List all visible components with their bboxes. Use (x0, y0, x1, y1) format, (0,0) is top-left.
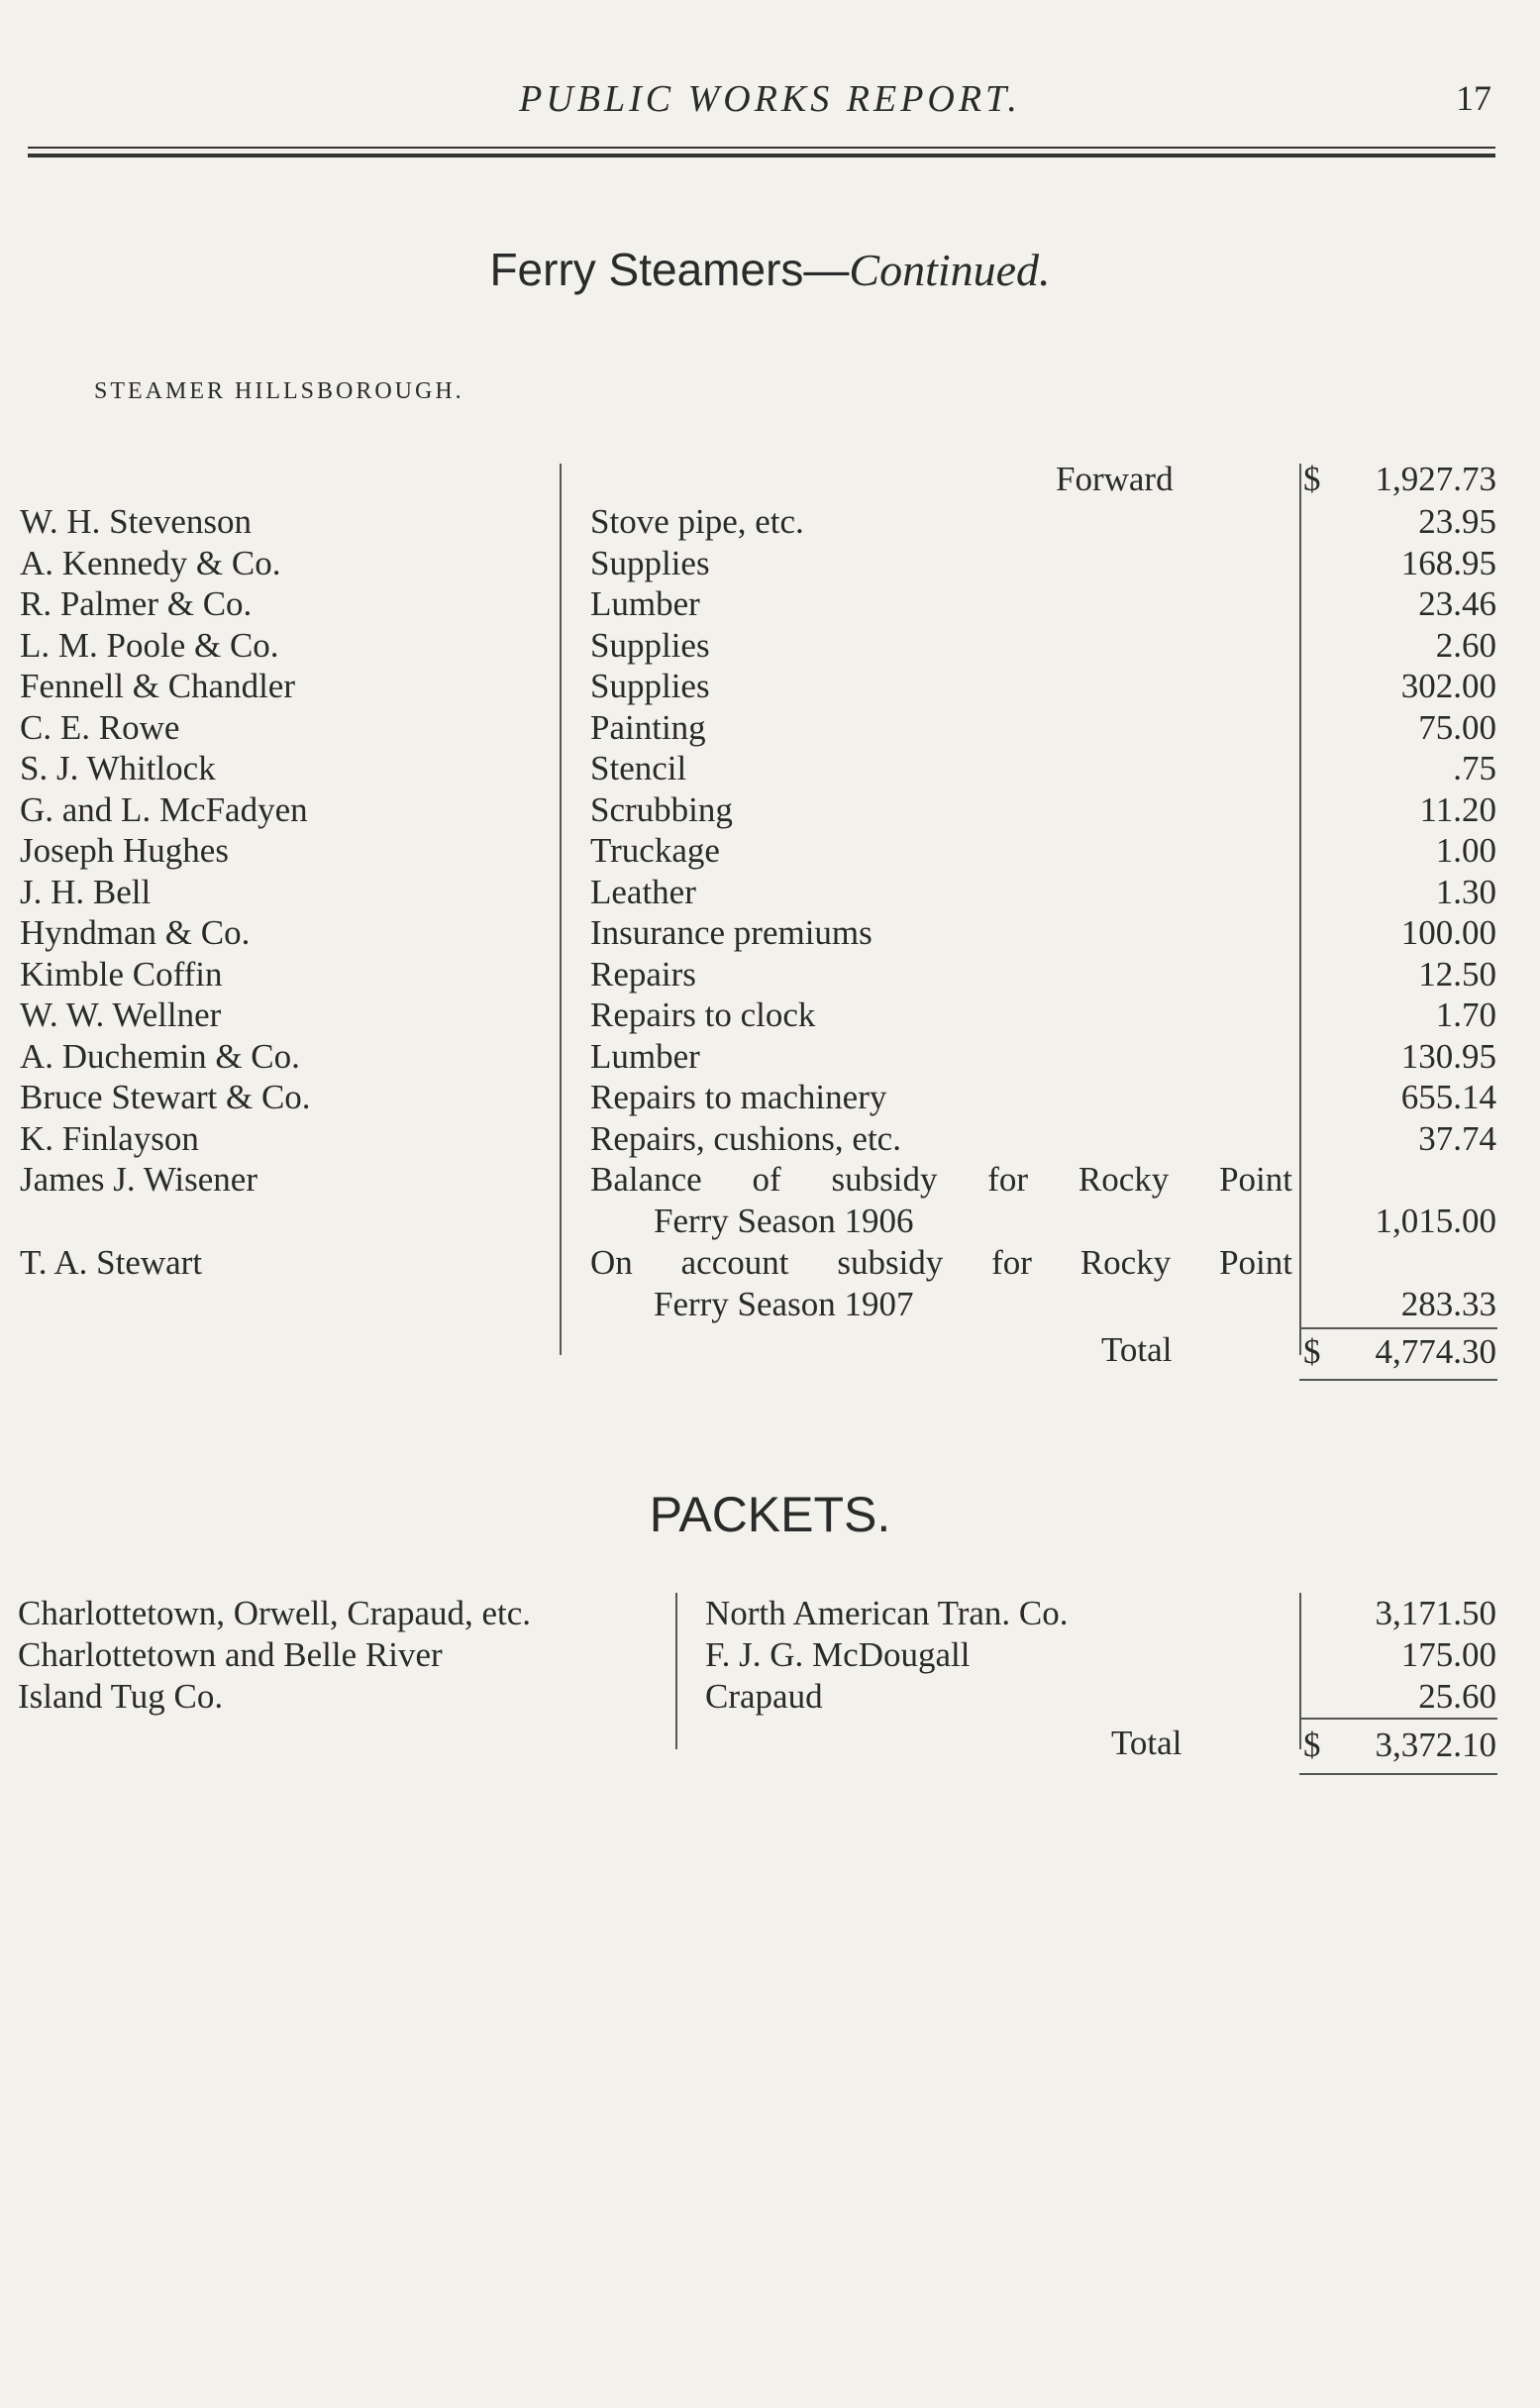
ferry-expense-row (0, 666, 1540, 707)
subsidy-desc-line1: On account subsidy for Rocky Point (590, 1243, 1292, 1282)
packets-total-rule (1299, 1718, 1497, 1720)
steamer-label: STEAMER HILLSBOROUGH. (94, 378, 464, 404)
expense-amount: 75.00 (1418, 707, 1496, 747)
subsidy-desc-line2: Ferry Season 1906 (654, 1202, 914, 1240)
subsidy-desc-line1: Balance of subsidy for Rocky Point (590, 1160, 1292, 1199)
subsidy-row-2 (0, 1242, 1540, 1284)
subsidy-row-1 (0, 1159, 1540, 1201)
subsidy-amount: 1,015.00 (1375, 1202, 1496, 1240)
packets-total-underline (1299, 1773, 1497, 1775)
ferry-expense-row (0, 1118, 1540, 1160)
payee-name: T. A. Stewart (20, 1243, 203, 1282)
packet-payee: F. J. G. McDougall (705, 1635, 971, 1674)
payee-name: S. J. Whitlock (20, 749, 216, 787)
ferry-expense-row (0, 912, 1540, 954)
payee-name: R. Palmer & Co. (20, 584, 253, 623)
packet-row (0, 1593, 1540, 1634)
packet-route: Charlottetown, Orwell, Crapaud, etc. (18, 1594, 532, 1632)
expense-item: Repairs to clock (590, 995, 816, 1034)
ferry-expense-row (0, 830, 1540, 872)
forward-currency: $ (1303, 460, 1321, 498)
ferry-total-label: Total (1101, 1330, 1173, 1369)
payee-name: Bruce Stewart & Co. (20, 1078, 311, 1116)
expense-amount: 100.00 (1400, 913, 1496, 952)
packets-total-amount: 3,372.10 (1375, 1726, 1496, 1764)
expense-amount: 2.60 (1435, 625, 1496, 665)
packet-amount: 25.60 (1418, 1677, 1496, 1716)
ferry-expense-row (0, 501, 1540, 543)
payee-name: Joseph Hughes (20, 831, 229, 870)
expense-item: Insurance premiums (590, 913, 873, 952)
expense-amount: .75 (1453, 749, 1496, 787)
forward-label: Forward (1056, 460, 1174, 498)
ferry-expense-row (0, 1036, 1540, 1078)
expense-item: Repairs to machinery (590, 1078, 887, 1116)
ferry-expense-row (0, 748, 1540, 789)
expense-item: Scrubbing (590, 789, 733, 829)
subsidy-desc-line2: Ferry Season 1907 (654, 1285, 914, 1323)
page-number: 17 (1456, 78, 1491, 118)
expense-item: Lumber (590, 1036, 700, 1076)
ferry-expense-row (0, 707, 1540, 749)
packets-title: PACKETS. (649, 1487, 891, 1542)
running-head: PUBLIC WORKS REPORT. (519, 78, 1021, 120)
section-title (0, 243, 1540, 296)
payee-name: Hyndman & Co. (20, 913, 251, 952)
payee-name: W. H. Stevenson (20, 502, 252, 541)
subsidy-amount: 283.33 (1400, 1285, 1496, 1323)
payee-name: Fennell & Chandler (20, 667, 296, 705)
total-rule (1299, 1327, 1497, 1329)
expense-amount: 168.95 (1400, 543, 1496, 582)
payee-name: James J. Wisener (20, 1160, 257, 1199)
total-underline (1299, 1379, 1497, 1381)
packet-payee: Crapaud (705, 1677, 823, 1716)
payee-name: L. M. Poole & Co. (20, 625, 279, 665)
payee-name: A. Kennedy & Co. (20, 543, 281, 582)
expense-amount: 1.70 (1435, 995, 1496, 1034)
expense-item: Repairs (590, 954, 696, 994)
header-rule-thick (28, 154, 1495, 157)
ferry-expense-row (0, 954, 1540, 995)
expense-item: Repairs, cushions, etc. (590, 1118, 901, 1158)
expense-amount: 1.30 (1435, 872, 1496, 911)
expense-amount: 655.14 (1400, 1078, 1496, 1116)
ferry-expense-row (0, 1077, 1540, 1118)
subsidy-row-2-cont (0, 1284, 1540, 1325)
expense-amount: 12.50 (1418, 954, 1496, 994)
expense-amount: 23.46 (1418, 584, 1496, 623)
packet-amount: 175.00 (1400, 1635, 1496, 1674)
packet-route: Island Tug Co. (18, 1677, 224, 1716)
expense-item: Supplies (590, 625, 710, 665)
payee-name: W. W. Wellner (20, 995, 222, 1034)
expense-amount: 11.20 (1419, 789, 1496, 829)
ferry-expense-row (0, 625, 1540, 667)
ferry-total-amount: 4,774.30 (1375, 1332, 1496, 1371)
payee-name: J. H. Bell (20, 872, 152, 911)
header-rule-thin (28, 147, 1495, 149)
ferry-expense-row (0, 583, 1540, 625)
expense-item: Supplies (590, 543, 710, 582)
expense-item: Supplies (590, 667, 710, 705)
expense-amount: 1.00 (1435, 831, 1496, 870)
packet-row (0, 1634, 1540, 1676)
ferry-expense-row (0, 789, 1540, 831)
expense-item: Lumber (590, 584, 700, 623)
ferry-expense-row (0, 995, 1540, 1036)
payee-name: G. and L. McFadyen (20, 789, 308, 829)
expense-amount: 130.95 (1400, 1036, 1496, 1076)
expense-amount: 37.74 (1418, 1118, 1496, 1158)
payee-name: A. Duchemin & Co. (20, 1036, 300, 1076)
packet-amount: 3,171.50 (1375, 1594, 1496, 1632)
packet-row (0, 1676, 1540, 1718)
payee-name: C. E. Rowe (20, 707, 180, 747)
expense-amount: 23.95 (1418, 502, 1496, 541)
packet-route: Charlottetown and Belle River (18, 1635, 443, 1674)
payee-name: Kimble Coffin (20, 954, 223, 994)
forward-amount: 1,927.73 (1375, 460, 1496, 498)
ferry-expense-row (0, 543, 1540, 584)
expense-item: Leather (590, 872, 696, 911)
section-title-continued: Continued. (849, 245, 1051, 295)
subsidy-row-1-cont (0, 1201, 1540, 1242)
expense-item: Stove pipe, etc. (590, 502, 804, 541)
expense-amount: 302.00 (1400, 667, 1496, 705)
section-title-main: Ferry Steamers— (489, 244, 850, 295)
ferry-total-currency: $ (1303, 1332, 1321, 1371)
ferry-expense-row (0, 872, 1540, 913)
payee-name: K. Finlayson (20, 1118, 199, 1158)
packets-total-label: Total (1111, 1724, 1182, 1762)
packets-total-currency: $ (1303, 1726, 1321, 1764)
packet-payee: North American Tran. Co. (705, 1594, 1069, 1632)
expense-item: Stencil (590, 749, 687, 787)
expense-item: Truckage (590, 831, 720, 870)
expense-item: Painting (590, 707, 706, 747)
